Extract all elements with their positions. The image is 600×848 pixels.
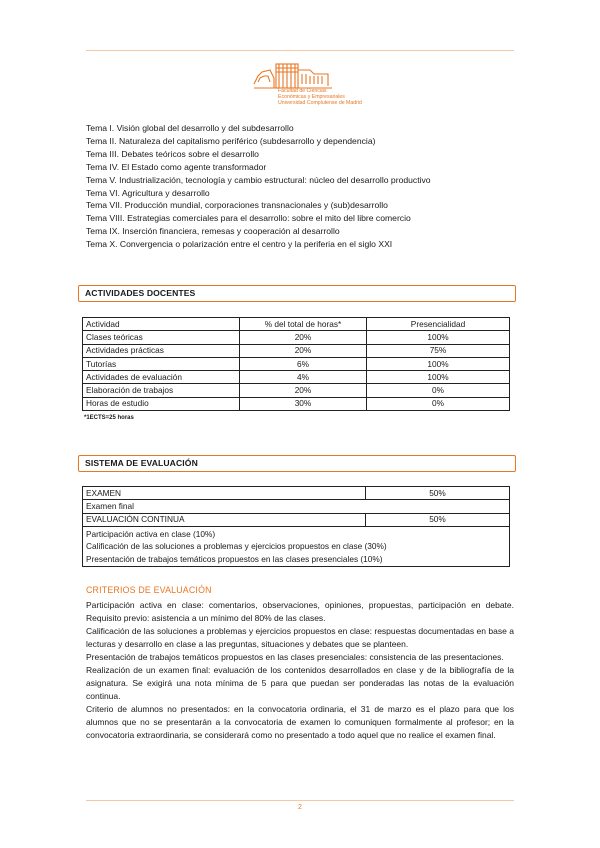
exam-label: EXAMEN: [83, 487, 366, 500]
table-cell: 100%: [367, 371, 510, 384]
continuous-item: Calificación de las soluciones a problemas y ejercicios propuestos en clase (30%): [86, 541, 387, 552]
topic-item: Tema X. Convergencia o polarización entre el centro y la periferia en el siglo XXI: [86, 239, 393, 250]
table-header-cell: % del total de horas*: [240, 318, 367, 331]
ects-footnote: *1ECTS=25 horas: [84, 415, 134, 421]
table-cell: Actividades prácticas: [83, 344, 240, 357]
topic-item: Tema VII. Producción mundial, corporaciones transnacionales y (sub)desarrollo: [86, 200, 388, 211]
criteria-paragraph: Participación activa en clase: comentarios, observaciones, opiniones, propuestas, participación en debate. Requisito previo: asistencia a un mínimo del 80% de las clases.: [86, 600, 514, 623]
table-cell: 0%: [367, 397, 510, 410]
table-row: [83, 357, 510, 370]
footer-rule: [86, 800, 514, 801]
criteria-paragraph: Criterio de alumnos no presentados: en la convocatoria ordinaria, el 31 de marzo es el plazo para que los alumnos que no se presentarán a la convocatoria de examen lo comuniquen formalmente al profesor; en la convocatoria extraordinaria, se considerará como no presentado a todo aquel que no realice el examen final.: [86, 704, 514, 740]
faculty-name-line3: Universidad Complutense de Madrid: [278, 100, 362, 106]
criteria-heading: CRITERIOS DE EVALUACIÓN: [86, 585, 212, 595]
faculty-name-line2: Económicas y Empresariales: [278, 94, 345, 100]
table-cell: Clases teóricas: [83, 331, 240, 344]
table-cell: 20%: [240, 384, 367, 397]
table-cell: Horas de estudio: [83, 397, 240, 410]
continuous-item: Presentación de trabajos temáticos propuestos en las clases presenciales (10%): [86, 553, 383, 564]
table-cell: Tutorías: [83, 357, 240, 370]
topic-list: [86, 122, 431, 251]
criteria-paragraph: Calificación de las soluciones a problemas y ejercicios propuestos en clase: respuestas documentadas en base a lecturas y desarrollo en clase a las preguntas, situaciones y debates que se planteen.: [86, 626, 514, 649]
table-cell: 20%: [240, 331, 367, 344]
table-row: [83, 371, 510, 384]
table-row: [83, 513, 510, 526]
table-row: [83, 331, 510, 344]
page-number: 2: [298, 804, 302, 811]
topic-item: Tema VIII. Estrategias comerciales para el desarrollo: sobre el mito del libre comercio: [86, 213, 411, 224]
table-cell: Actividades de evaluación: [83, 371, 240, 384]
topic-item: Tema II. Naturaleza del capitalismo periférico (subdesarrollo y dependencia): [86, 135, 376, 146]
table-cell: Elaboración de trabajos: [83, 384, 240, 397]
continuous-weight: 50%: [366, 513, 510, 526]
table-cell: 4%: [240, 371, 367, 384]
table-row: [83, 397, 510, 410]
faculty-name-line1: Facultad de Ciencias: [278, 88, 327, 94]
topic-item: Tema IX. Inserción financiera, remesas y cooperación al desarrollo: [86, 226, 340, 237]
table-row: [83, 344, 510, 357]
topic-item: Tema VI. Agricultura y desarrollo: [86, 187, 210, 198]
topic-item: Tema V. Industrialización, tecnología y cambio estructural: núcleo del desarrollo productivo: [86, 174, 431, 185]
table-cell: 6%: [240, 357, 367, 370]
faculty-name: [278, 88, 362, 106]
table-row: [83, 526, 510, 567]
table-cell: 20%: [240, 344, 367, 357]
topic-item: Tema III. Debates teóricos sobre el desarrollo: [86, 148, 259, 159]
continuous-label: EVALUACIÓN CONTINUA: [83, 513, 366, 526]
continuous-items-cell: [83, 526, 510, 567]
evaluation-table: [82, 486, 510, 567]
exam-weight: 50%: [366, 487, 510, 500]
criteria-paragraph: Presentación de trabajos temáticos propuestos en las clases presenciales: consistencia de las presentaciones.: [86, 652, 504, 662]
table-row: [83, 384, 510, 397]
table-cell: 30%: [240, 397, 367, 410]
header-rule: [86, 50, 514, 51]
table-cell: 100%: [367, 331, 510, 344]
table-row: [83, 487, 510, 500]
table-header-cell: Actividad: [83, 318, 240, 331]
criteria-text: [86, 599, 514, 742]
table-row: [83, 500, 510, 513]
evaluation-section-title: SISTEMA DE EVALUACIÓN: [78, 455, 516, 472]
activities-section-title: ACTIVIDADES DOCENTES: [78, 285, 516, 302]
table-cell: 0%: [367, 384, 510, 397]
continuous-item: Participación activa en clase (10%): [86, 528, 216, 539]
topic-item: Tema I. Visión global del desarrollo y del subdesarrollo: [86, 123, 294, 133]
table-cell: 100%: [367, 357, 510, 370]
table-header-row: [83, 318, 510, 331]
table-header-cell: Presencialidad: [367, 318, 510, 331]
table-cell: 75%: [367, 344, 510, 357]
criteria-paragraph: Realización de un examen final: evaluación de los contenidos desarrollados en clase y de la bibliografía de la asignatura. Se exigirá una nota mínima de 5 para que puedan ser ponderadas las notas de la evaluación continua.: [86, 665, 514, 701]
activities-table: [82, 317, 510, 411]
topic-item: Tema IV. El Estado como agente transformador: [86, 161, 267, 172]
final-exam-label: Examen final: [83, 500, 510, 513]
